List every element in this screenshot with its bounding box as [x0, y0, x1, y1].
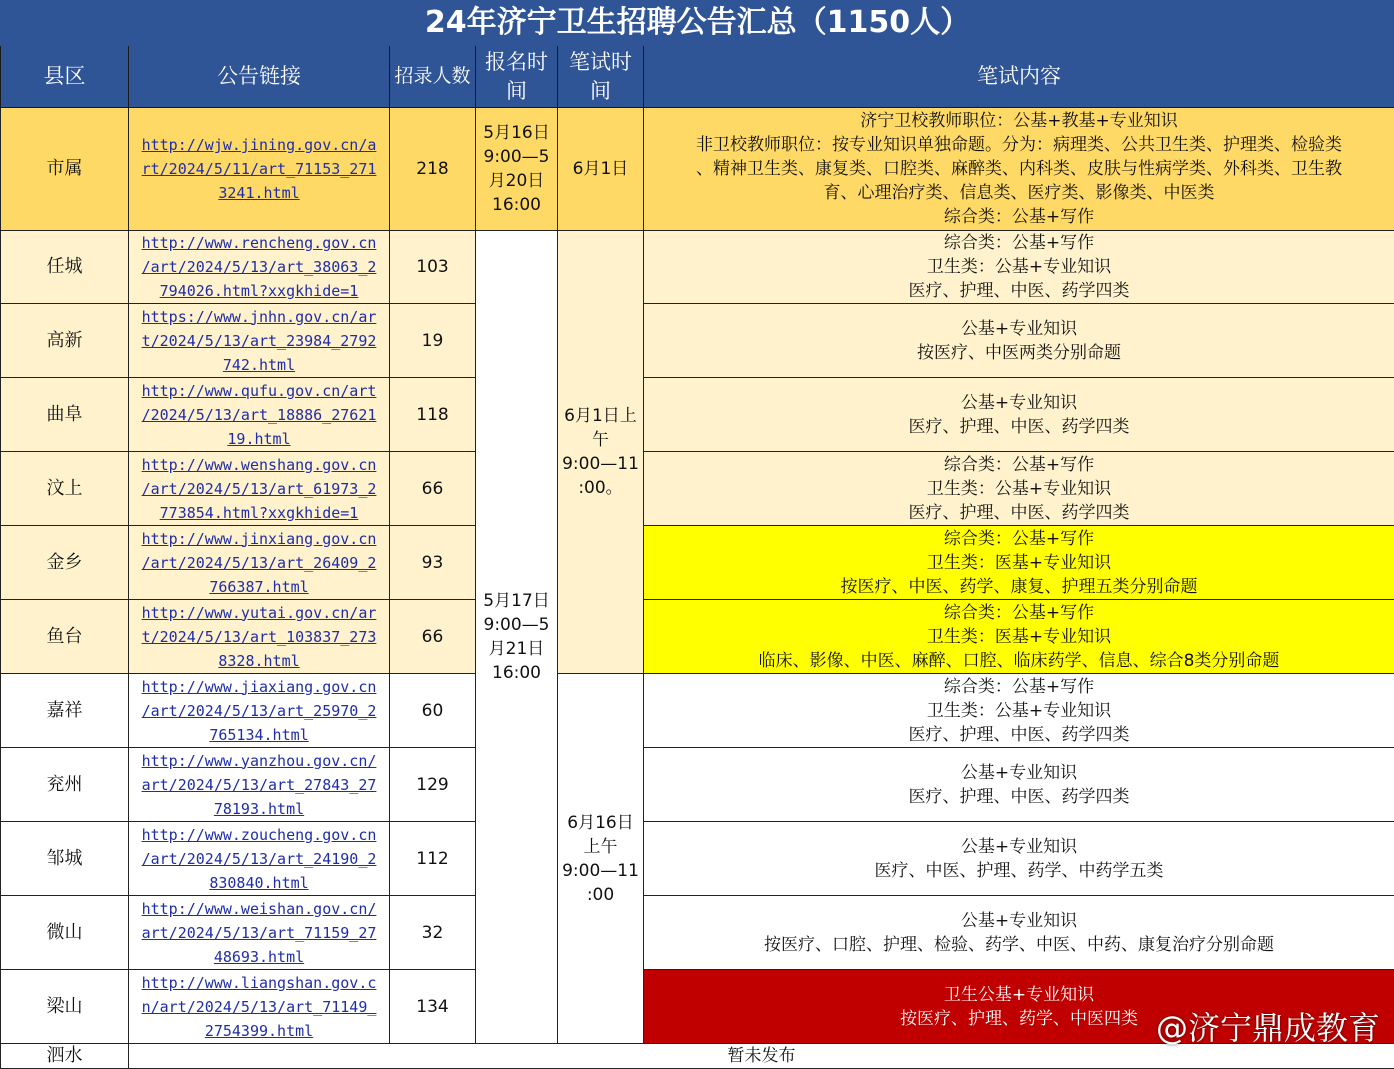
content-cell: 公基+专业知识 医疗、护理、中医、药学四类 — [644, 748, 1394, 822]
count-cell: 218 — [390, 108, 476, 231]
reg-time-shared: 5月17日 9:00—5 月21日 16:00 — [476, 231, 558, 1044]
county-cell: 邹城 — [1, 822, 129, 896]
count-cell: 66 — [390, 452, 476, 526]
county-cell: 梁山 — [1, 970, 129, 1044]
count-cell: 32 — [390, 896, 476, 970]
header-count: 招录人数 — [390, 46, 476, 108]
announcement-link[interactable]: http://www.jiaxiang.gov.cn /art/2024/5/13/art_25970_2 765134.html — [129, 674, 390, 748]
reg-time-cell: 5月16日 9:00—5 月20日 16:00 — [476, 108, 558, 231]
not-published-note: 暂未发布 — [129, 1044, 1394, 1069]
announcement-link[interactable]: http://wjw.jining.gov.cn/a rt/2024/5/11/art_71153_271 3241.html — [129, 108, 390, 231]
announcement-link[interactable]: http://www.wenshang.gov.cn /art/2024/5/13/art_61973_2 773854.html?xxgkhide=1 — [129, 452, 390, 526]
announcement-link[interactable]: http://www.yutai.gov.cn/ar t/2024/5/13/art_103837_273 8328.html — [129, 600, 390, 674]
exam-time-cell: 6月1日 — [558, 108, 644, 231]
header-link: 公告链接 — [129, 46, 390, 108]
table-row — [1, 748, 1394, 822]
announcement-link[interactable]: http://www.liangshan.gov.c n/art/2024/5/13/art_71149_ 2754399.html — [129, 970, 390, 1044]
count-cell: 134 — [390, 970, 476, 1044]
table-row — [1, 600, 1394, 674]
content-cell: 公基+专业知识 按医疗、中医两类分别命题 — [644, 304, 1394, 378]
county-cell: 任城 — [1, 231, 129, 304]
header-county: 县区 — [1, 46, 129, 108]
count-cell: 66 — [390, 600, 476, 674]
table-row — [1, 896, 1394, 970]
county-cell: 兖州 — [1, 748, 129, 822]
table-row — [1, 231, 1394, 304]
county-cell: 鱼台 — [1, 600, 129, 674]
table-row — [1, 452, 1394, 526]
announcement-link[interactable]: http://www.rencheng.gov.cn /art/2024/5/13/art_38063_2 794026.html?xxgkhide=1 — [129, 231, 390, 304]
count-cell: 112 — [390, 822, 476, 896]
county-cell: 市属 — [1, 108, 129, 231]
count-cell: 19 — [390, 304, 476, 378]
announcement-link[interactable]: http://www.jinxiang.gov.cn /art/2024/5/13/art_26409_2 766387.html — [129, 526, 390, 600]
header-exam-time: 笔试时 间 — [558, 46, 644, 108]
county-cell: 嘉祥 — [1, 674, 129, 748]
count-cell: 103 — [390, 231, 476, 304]
county-cell: 曲阜 — [1, 378, 129, 452]
content-cell: 公基+专业知识 医疗、中医、护理、药学、中药学五类 — [644, 822, 1394, 896]
content-cell: 综合类：公基+写作 卫生类：医基+专业知识 按医疗、中医、药学、康复、护理五类分别命题 — [644, 526, 1394, 600]
content-cell: 综合类：公基+写作 卫生类：公基+专业知识 医疗、护理、中医、药学四类 — [644, 452, 1394, 526]
content-cell: 综合类：公基+写作 卫生类：公基+专业知识 医疗、护理、中医、药学四类 — [644, 674, 1394, 748]
county-cell: 金乡 — [1, 526, 129, 600]
table-row — [1, 822, 1394, 896]
table-row — [1, 108, 1394, 231]
watermark: @济宁鼎成教育 — [1156, 1003, 1380, 1049]
header-row — [1, 46, 1394, 108]
content-cell: 卫生公基+专业知识 按医疗、护理、药学、中医四类 — [644, 970, 1394, 1044]
table-row — [1, 378, 1394, 452]
announcement-link[interactable]: http://www.yanzhou.gov.cn/ art/2024/5/13/art_27843_27 78193.html — [129, 748, 390, 822]
content-cell: 综合类：公基+写作 卫生类：公基+专业知识 医疗、护理、中医、药学四类 — [644, 231, 1394, 304]
content-cell: 综合类：公基+写作 卫生类：医基+专业知识 临床、影像、中医、麻醉、口腔、临床药学、信息、综合8类分别命题 — [644, 600, 1394, 674]
count-cell: 118 — [390, 378, 476, 452]
announcement-link[interactable]: http://www.weishan.gov.cn/ art/2024/5/13/art_71159_27 48693.html — [129, 896, 390, 970]
content-cell: 公基+专业知识 医疗、护理、中医、药学四类 — [644, 378, 1394, 452]
county-cell: 汶上 — [1, 452, 129, 526]
content-cell: 公基+专业知识 按医疗、口腔、护理、检验、药学、中医、中药、康复治疗分别命题 — [644, 896, 1394, 970]
exam-time-group-b: 6月16日 上午 9:00—11 :00 — [558, 674, 644, 1044]
count-cell: 129 — [390, 748, 476, 822]
announcement-link[interactable]: http://www.zoucheng.gov.cn /art/2024/5/13/art_24190_2 830840.html — [129, 822, 390, 896]
county-cell: 微山 — [1, 896, 129, 970]
header-content: 笔试内容 — [644, 46, 1394, 108]
content-cell: 济宁卫校教师职位：公基+教基+专业知识 非卫校教师职位：按专业知识单独命题。分为：病理类、公共卫生类、护理类、检验类 、精神卫生类、康复类、口腔类、麻醉类、内科类、皮肤与性病学类、外科类、卫生教 育、心理治疗类、信息类、医疗类、影像类、中医类 综合类：公基+写作 — [644, 108, 1394, 231]
county-cell: 泗水 — [1, 1044, 129, 1069]
announcement-link[interactable]: http://www.qufu.gov.cn/art /2024/5/13/art_18886_27621 19.html — [129, 378, 390, 452]
announcement-link[interactable]: https://www.jnhn.gov.cn/ar t/2024/5/13/art_23984_2792 742.html — [129, 304, 390, 378]
table-row — [1, 674, 1394, 748]
exam-time-group-a: 6月1日上 午 9:00—11 :00。 — [558, 231, 644, 674]
header-reg-time: 报名时 间 — [476, 46, 558, 108]
page-title: 24年济宁卫生招聘公告汇总（1150人） — [1, 1, 1394, 46]
count-cell: 93 — [390, 526, 476, 600]
table-row — [1, 304, 1394, 378]
county-cell: 高新 — [1, 304, 129, 378]
table-row — [1, 526, 1394, 600]
count-cell: 60 — [390, 674, 476, 748]
